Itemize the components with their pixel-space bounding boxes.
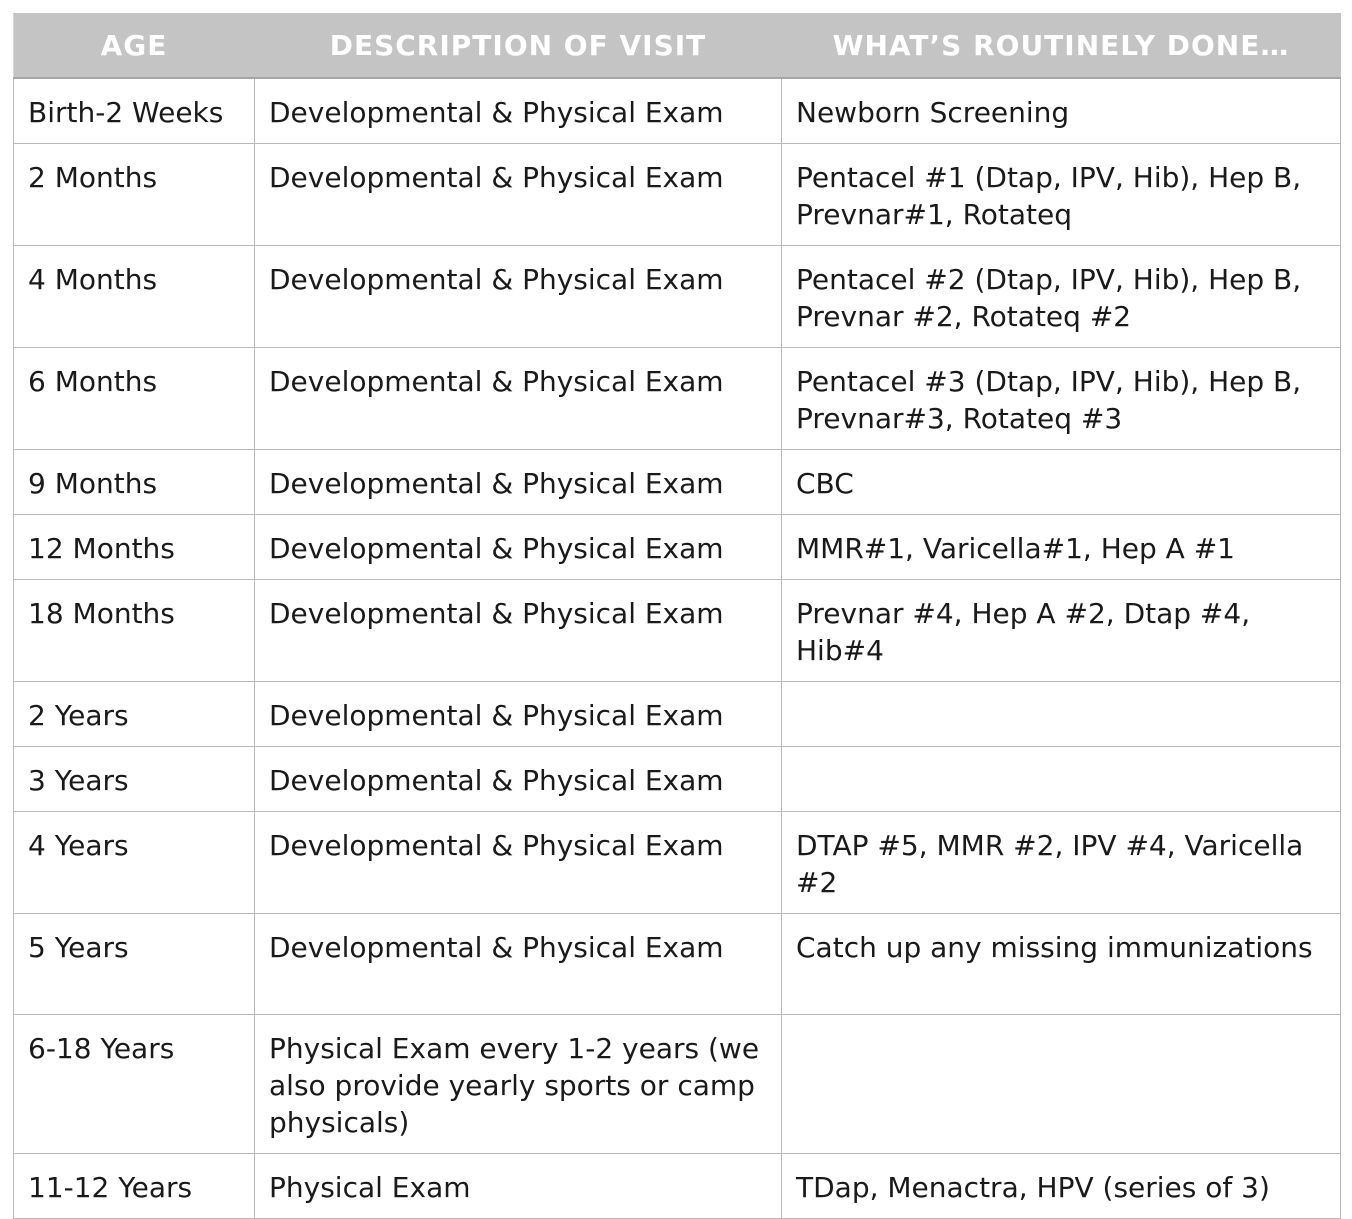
- age-cell: 4 Months: [14, 246, 255, 348]
- age-cell: 18 Months: [14, 580, 255, 682]
- routine-cell: [782, 1015, 1341, 1154]
- routine-cell: Pentacel #1 (Dtap, IPV, Hib), Hep B, Prevnar#1, Rotateq: [782, 144, 1341, 246]
- table-row: [14, 580, 1341, 682]
- routine-column-header: WHAT’S ROUTINELY DONE…: [782, 14, 1341, 79]
- age-cell: 2 Months: [14, 144, 255, 246]
- routine-cell: Newborn Screening: [782, 78, 1341, 144]
- table-row: [14, 914, 1341, 1015]
- routine-cell: Catch up any missing immunizations: [782, 914, 1341, 1015]
- table-row: [14, 515, 1341, 580]
- table-row: [14, 348, 1341, 450]
- age-cell: 4 Years: [14, 812, 255, 914]
- age-cell: 6-18 Years: [14, 1015, 255, 1154]
- description-cell: Developmental & Physical Exam: [255, 682, 782, 747]
- table-row: [14, 747, 1341, 812]
- description-cell: Developmental & Physical Exam: [255, 747, 782, 812]
- description-cell: Physical Exam: [255, 1154, 782, 1219]
- age-cell: 12 Months: [14, 515, 255, 580]
- description-cell: Physical Exam every 1-2 years (we also provide yearly sports or camp physicals): [255, 1015, 782, 1154]
- routine-cell: TDap, Menactra, HPV (series of 3): [782, 1154, 1341, 1219]
- age-column-header: AGE: [14, 14, 255, 79]
- routine-cell: Prevnar #4, Hep A #2, Dtap #4, Hib#4: [782, 580, 1341, 682]
- description-cell: Developmental & Physical Exam: [255, 515, 782, 580]
- age-cell: 11-12 Years: [14, 1154, 255, 1219]
- table-row: [14, 812, 1341, 914]
- well-child-schedule-table: [13, 13, 1341, 1219]
- age-cell: 5 Years: [14, 914, 255, 1015]
- age-cell: 2 Years: [14, 682, 255, 747]
- table-row: [14, 682, 1341, 747]
- routine-cell: Pentacel #2 (Dtap, IPV, Hib), Hep B, Prevnar #2, Rotateq #2: [782, 246, 1341, 348]
- table-row: [14, 78, 1341, 144]
- description-cell: Developmental & Physical Exam: [255, 246, 782, 348]
- table-row: [14, 144, 1341, 246]
- description-cell: Developmental & Physical Exam: [255, 144, 782, 246]
- header-row: [14, 14, 1341, 79]
- routine-cell: DTAP #5, MMR #2, IPV #4, Varicella #2: [782, 812, 1341, 914]
- routine-cell: Pentacel #3 (Dtap, IPV, Hib), Hep B, Prevnar#3, Rotateq #3: [782, 348, 1341, 450]
- description-cell: Developmental & Physical Exam: [255, 580, 782, 682]
- description-cell: Developmental & Physical Exam: [255, 914, 782, 1015]
- table-row: [14, 1154, 1341, 1219]
- description-cell: Developmental & Physical Exam: [255, 450, 782, 515]
- age-cell: 6 Months: [14, 348, 255, 450]
- table-row: [14, 246, 1341, 348]
- description-cell: Developmental & Physical Exam: [255, 348, 782, 450]
- table-row: [14, 450, 1341, 515]
- age-cell: 3 Years: [14, 747, 255, 812]
- description-cell: Developmental & Physical Exam: [255, 78, 782, 144]
- routine-cell: [782, 682, 1341, 747]
- description-column-header: DESCRIPTION OF VISIT: [255, 14, 782, 79]
- description-cell: Developmental & Physical Exam: [255, 812, 782, 914]
- table-row: [14, 1015, 1341, 1154]
- routine-cell: [782, 747, 1341, 812]
- routine-cell: CBC: [782, 450, 1341, 515]
- age-cell: 9 Months: [14, 450, 255, 515]
- age-cell: Birth-2 Weeks: [14, 78, 255, 144]
- routine-cell: MMR#1, Varicella#1, Hep A #1: [782, 515, 1341, 580]
